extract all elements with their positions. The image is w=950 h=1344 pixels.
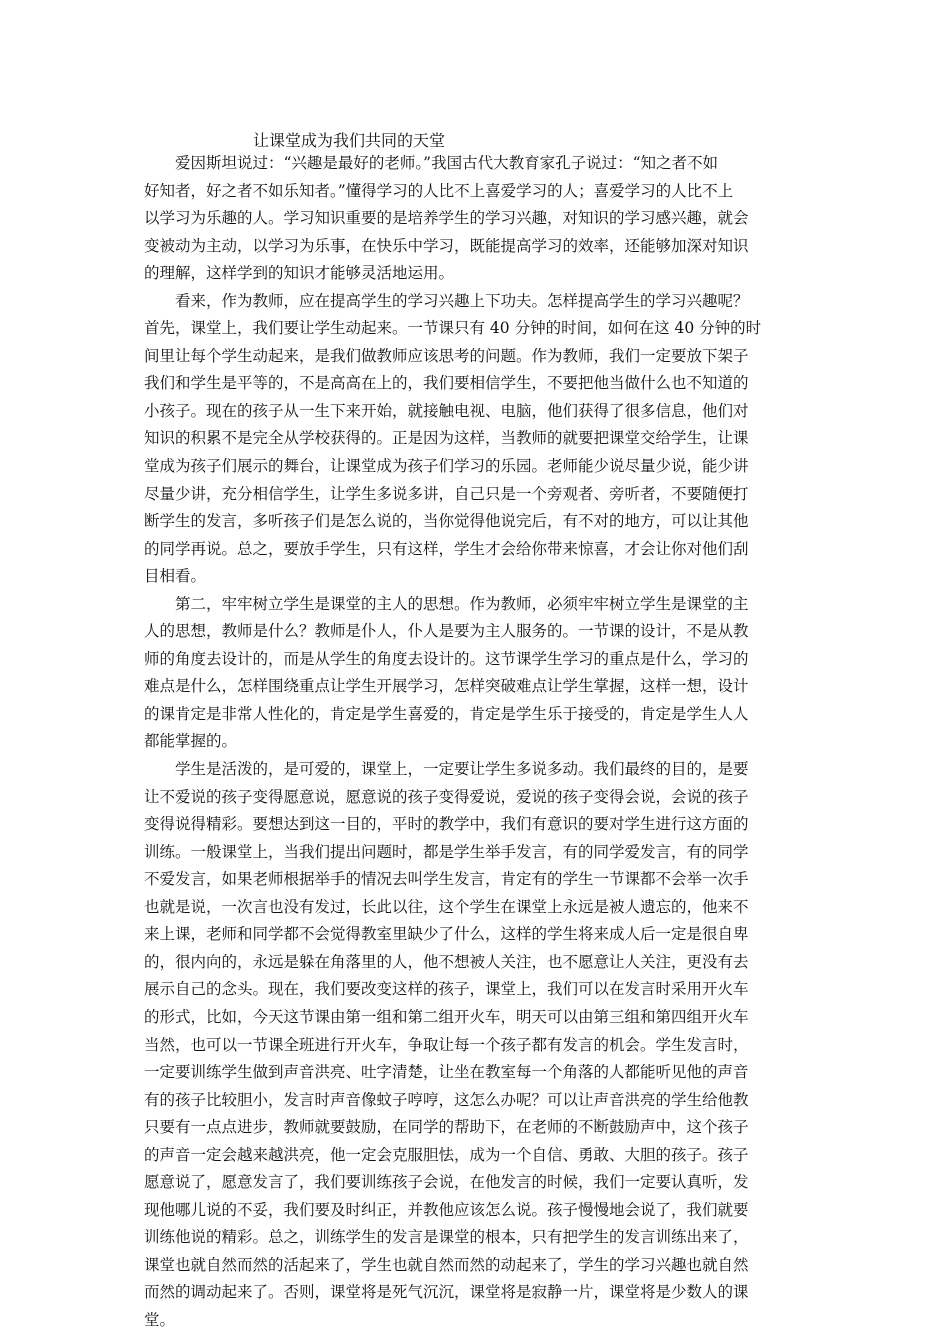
paragraph-line: 好知者，好之者不如乐知者。”懂得学习的人比不上喜爱学习的人；喜爱学习的人比不上 — [144, 181, 734, 200]
paragraph — [144, 150, 814, 288]
paragraph-line: 间里让每个学生动起来，是我们做教师应该思考的问题。作为教师，我们一定要放下架子 — [144, 346, 749, 365]
paragraph-line: 的，很内向的，永远是躲在角落里的人，他不想被人关注，也不愿意让人关注，更没有去 — [144, 952, 749, 971]
paragraph-line: 训练他说的精彩。总之，训练学生的发言是课堂的根本，只有把学生的发言训练出来了， — [144, 1228, 749, 1247]
paragraph-line: 看来，作为教师，应在提高学生的学习兴趣上下功夫。怎样提高学生的学习兴趣呢？ — [144, 291, 749, 310]
paragraph-line: 都能掌握的。 — [144, 732, 238, 751]
paragraph-line: 不爱发言，如果老师根据举手的情况去叫学生发言，肯定有的学生一节课都不会举一次手 — [144, 870, 749, 889]
paragraph-line: 的同学再说。总之，要放手学生，只有这样，学生才会给你带来惊喜，才会让你对他们刮 — [144, 539, 749, 558]
paragraph-line: 难点是什么，怎样围绕重点让学生开展学习，怎样突破难点让学生掌握，这样一想，设计 — [144, 677, 749, 696]
paragraph-line: 断学生的发言，多听孩子们是怎么说的，当你觉得他说完后，有不对的地方，可以让其他 — [144, 512, 749, 531]
paragraph-line: 让不爱说的孩子变得愿意说，愿意说的孩子变得爱说，爱说的孩子变得会说，会说的孩子 — [144, 787, 749, 806]
paragraph-line: 变得说得精彩。要想达到这一目的，平时的教学中，我们有意识的要对学生进行这方面的 — [144, 815, 749, 834]
paragraph-line: 一定要训练学生做到声音洪亮、吐字清楚，让坐在教室每一个角落的人都能听见他的声音 — [144, 1063, 749, 1082]
paragraph-line: 目相看。 — [144, 567, 207, 586]
paragraph-line: 的形式，比如，今天这节课由第一组和第二组开火车，明天可以由第三组和第四组开火车 — [144, 1007, 749, 1026]
paragraph-line: 知识的积累不是完全从学校获得的。正是因为这样，当教师的就要把课堂交给学生，让课 — [144, 429, 749, 448]
paragraph-line: 的声音一定会越来越洪亮，他一定会克服胆怯，成为一个自信、勇敢、大胆的孩子。孩子 — [144, 1145, 749, 1164]
paragraph-line: 展示自己的念头。现在，我们要改变这样的孩子，课堂上，我们可以在发言时采用开火车 — [144, 980, 749, 999]
paragraph — [144, 591, 814, 756]
paragraph-line: 爱因斯坦说过：“兴趣是最好的老师。”我国古代大教育家孔子说过：“知之者不如 — [144, 154, 719, 172]
paragraph-line: 的理解，这样学到的知识才能够灵活地运用。 — [144, 264, 455, 283]
paragraph-line: 我们和学生是平等的，不是高高在上的，我们要相信学生，不要把他当做什么也不知道的 — [144, 374, 749, 393]
paragraph-line: 第二，牢牢树立学生是课堂的主人的思想。作为教师，必须牢牢树立学生是课堂的主 — [144, 594, 749, 613]
paragraph-line: 堂成为孩子们展示的舞台，让课堂成为孩子们学习的乐园。老师能少说尽量少说，能少讲 — [144, 457, 749, 476]
paragraph-line: 师的角度去设计的，而是从学生的角度去设计的。这节课学生学习的重点是什么，学习的 — [144, 649, 749, 668]
document-body — [144, 150, 814, 1335]
paragraph-line: 来上课，老师和同学都不会觉得教室里缺少了什么，这样的学生将来成人后一定是很自卑 — [144, 925, 749, 944]
paragraph-line: 愿意说了，愿意发言了，我们要训练孩子会说，在他发言的时候，我们一定要认真听，发 — [144, 1173, 749, 1192]
paragraph-line: 现他哪儿说的不妥，我们要及时纠正，并教他应该怎么说。孩子慢慢地会说了，我们就要 — [144, 1200, 749, 1219]
paragraph-line: 首先，课堂上，我们要让学生动起来。一节课只有 40 分钟的时间，如何在这 40 分钟的时 — [144, 319, 762, 338]
paragraph-line: 的课肯定是非常人性化的，肯定是学生喜爱的，肯定是学生乐于接受的，肯定是学生人人 — [144, 704, 749, 723]
paragraph — [144, 288, 814, 591]
paragraph-line: 人的思想，教师是什么？教师是仆人，仆人是要为主人服务的。一节课的设计，不是从教 — [144, 622, 749, 641]
paragraph-line: 课堂也就自然而然的活起来了，学生也就自然而然的动起来了，学生的学习兴趣也就自然 — [144, 1255, 749, 1274]
document-title: 让课堂成为我们共同的天堂 — [253, 131, 446, 150]
paragraph-line: 当然，也可以一节课全班进行开火车，争取让每一个孩子都有发言的机会。学生发言时， — [144, 1035, 749, 1054]
paragraph-line: 有的孩子比较胆小，发言时声音像蚊子哼哼，这怎么办呢？可以让声音洪亮的学生给他教 — [144, 1090, 749, 1109]
paragraph-line: 小孩子。现在的孩子从一生下来开始，就接触电视、电脑，他们获得了很多信息，他们对 — [144, 401, 749, 420]
paragraph-line: 只要有一点点进步，教师就要鼓励，在同学的帮助下，在老师的不断鼓励声中，这个孩子 — [144, 1118, 749, 1137]
paragraph-line: 也就是说，一次言也没有发过，长此以往，这个学生在课堂上永远是被人遗忘的，他来不 — [144, 897, 749, 916]
paragraph-line: 训练。一般课堂上，当我们提出问题时，都是学生举手发言，有的同学爱发言，有的同学 — [144, 842, 749, 861]
paragraph-line: 堂。 — [144, 1310, 176, 1329]
paragraph-line: 尽量少讲，充分相信学生，让学生多说多讲，自己只是一个旁观者、旁听者，不要随便打 — [144, 484, 749, 503]
paragraph-line: 而然的调动起来了。否则，课堂将是死气沉沉，课堂将是寂静一片，课堂将是少数人的课 — [144, 1283, 749, 1302]
paragraph-line: 变被动为主动，以学习为乐事，在快乐中学习，既能提高学习的效率，还能够加深对知识 — [144, 236, 749, 255]
paragraph-line: 以学习为乐趣的人。学习知识重要的是培养学生的学习兴趣，对知识的学习感兴趣，就会 — [144, 209, 749, 228]
paragraph-line: 学生是活泼的，是可爱的，课堂上，一定要让学生多说多动。我们最终的目的，是要 — [144, 760, 749, 779]
paragraph — [144, 756, 814, 1334]
